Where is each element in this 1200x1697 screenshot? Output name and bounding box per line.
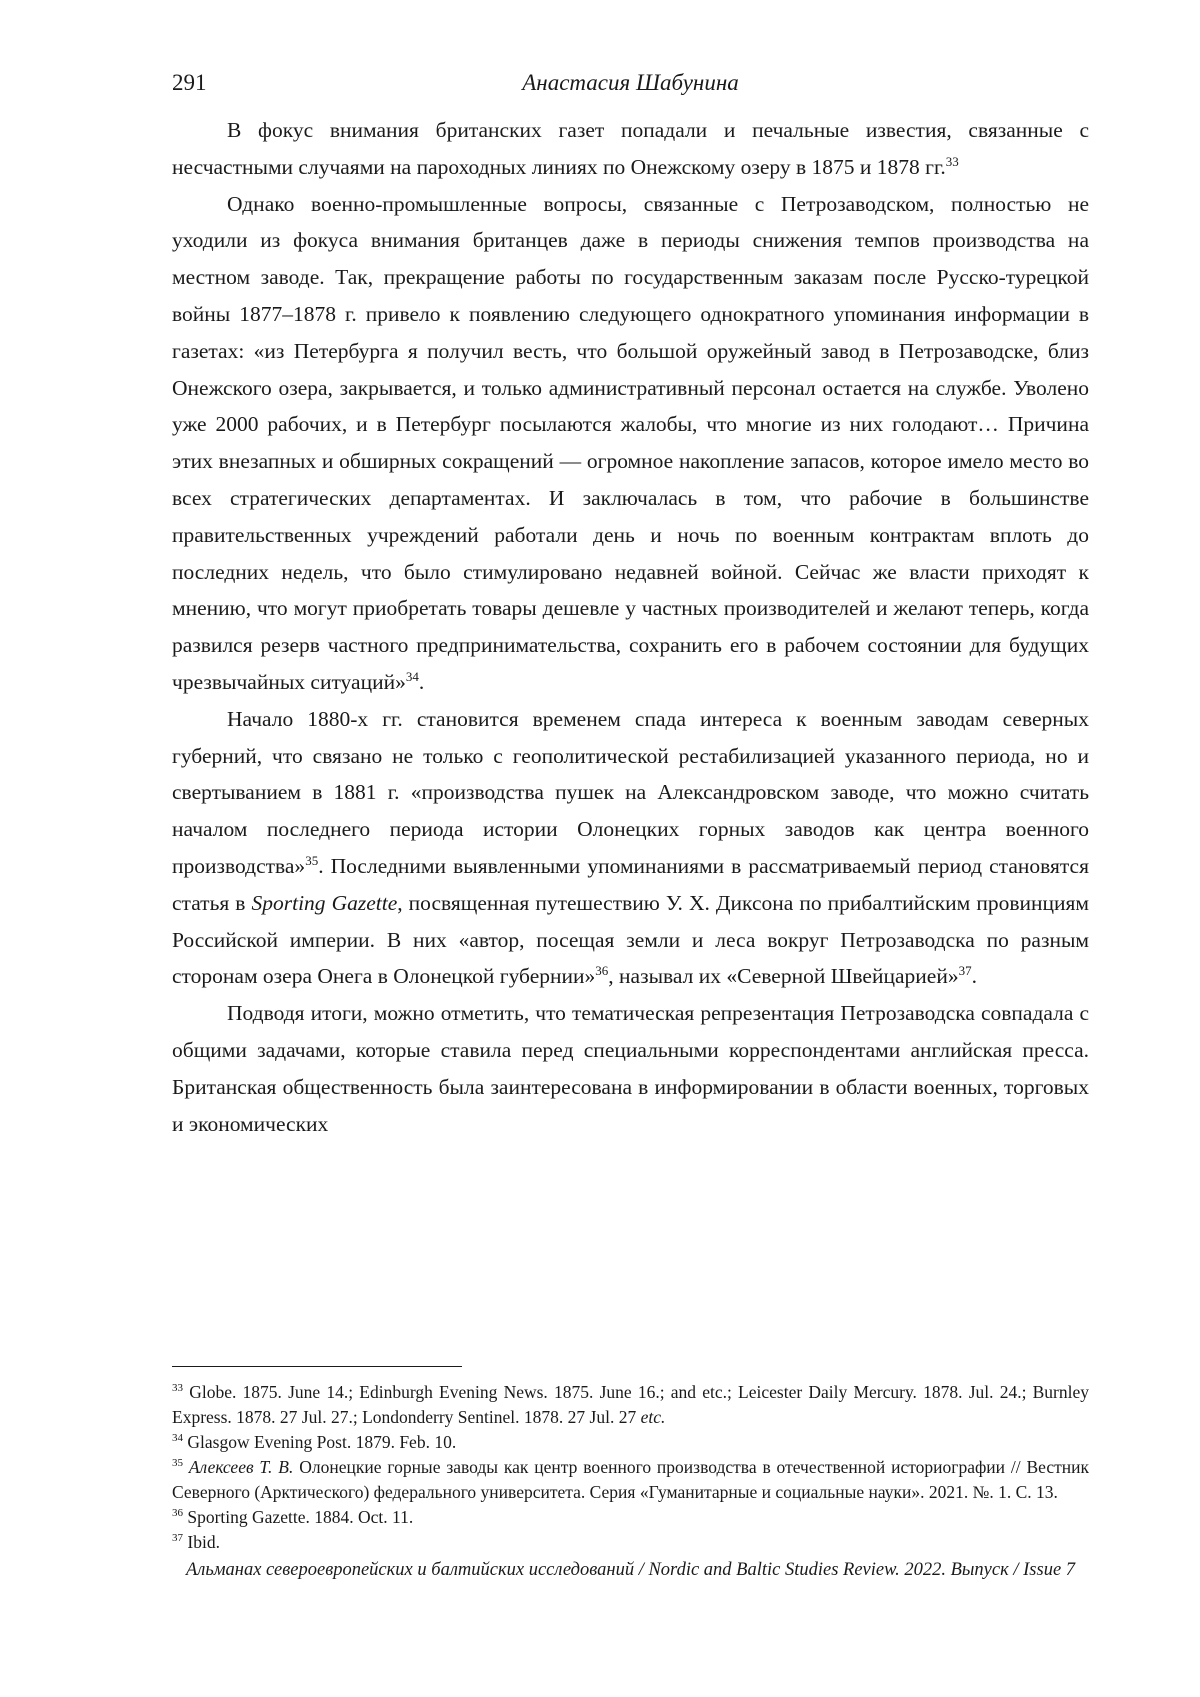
footnote bbox=[172, 1455, 1089, 1505]
paragraph-text: . bbox=[972, 964, 977, 988]
paragraph-text: В фокус внимания британских газет попадали и печальные известия, связанные с несчастными случаями на пароходных линиях по Онежскому озеру в 1875 и 1878 гг. bbox=[172, 118, 1089, 179]
footnote-number: 36 bbox=[172, 1507, 183, 1519]
footnote bbox=[172, 1530, 1089, 1555]
footnote bbox=[172, 1380, 1089, 1430]
footnote-ref[interactable]: 33 bbox=[946, 154, 959, 169]
footnote bbox=[172, 1505, 1089, 1530]
footnote-number: 37 bbox=[172, 1532, 183, 1544]
paragraph-text: . bbox=[419, 670, 424, 694]
footnote-ref[interactable]: 35 bbox=[305, 853, 318, 868]
paragraph-text: Однако военно-промышленные вопросы, связанные с Петрозаводском, полностью не уходили из фокуса внимания британцев даже в периоды снижения темпов производства на местном заводе. Так, прекращение работы по государственным заказам после Русско-турецкой войны 1877–1878 г. привело к появлению следующего однократного упоминания информации в газетах: «из Петербурга я получил весть, что большой оружейный завод в Петрозаводске, близ Онежского озера, закрывается, и только административный персонал остается на службе. Уволено уже 2000 рабочих, и в Петербург посылаются жалобы, что многие из них голодают… Причина этих внезапных и обширных сокращений — огромное накопление запасов, которое имело место во всех стратегических департаментах. И заключалась в том, что рабочие в большинстве правительственных учреждений работали день и ночь по военным контрактам вплоть до последних недель, что было стимулировано недавней войной. Сейчас же власти приходят к мнению, что могут приобретать товары дешевле у частных производителей и желают теперь, когда развился резерв частного предпринимательства, сохранить его в рабочем состоянии для будущих чрезвычайных ситуаций» bbox=[172, 192, 1089, 694]
main-text bbox=[172, 112, 1089, 1142]
paragraph bbox=[172, 701, 1089, 995]
italic-title: Sporting Gazette bbox=[251, 891, 397, 915]
footnote-number: 34 bbox=[172, 1432, 183, 1444]
footnote-text: Glasgow Evening Post. 1879. Feb. 10. bbox=[183, 1432, 456, 1452]
paragraph-text: . Последними выявленными упоминаниями в рассматриваемый период становятся статья в bbox=[172, 854, 1089, 915]
footnote-text: Ibid. bbox=[183, 1532, 220, 1552]
paragraph-text: , называл их «Северной Швейцарией» bbox=[608, 964, 958, 988]
running-head-author: Анастасия Шабунина bbox=[172, 70, 1089, 96]
paragraph-text: Начало 1880-х гг. становится временем спада интереса к военным заводам северных губерний, что связано не только с геополитической рестабилизацией указанного периода, но и свертыванием в 1881 г. «производства пушек на Александровском заводе, что можно считать началом последнего периода истории Олонецких горных заводов как центра военного производства» bbox=[172, 707, 1089, 878]
footnote-text: Globe. 1875. June 14.; Edinburgh Evening News. 1875. June 16.; and etc.; Leicester Daily Mercury. 1878. Jul. 24.; Burnley Express. 1878. 27 Jul. 27.; Londonderry Sentinel. 1878. 27 Jul. 27 bbox=[172, 1382, 1089, 1427]
footnotes bbox=[172, 1380, 1089, 1555]
footnote-ref[interactable]: 34 bbox=[406, 669, 419, 684]
footnote-italic: etc. bbox=[641, 1407, 666, 1427]
paragraph bbox=[172, 112, 1089, 186]
page-number: 291 bbox=[172, 70, 207, 96]
footnote-ref[interactable]: 36 bbox=[595, 963, 608, 978]
footnote-divider bbox=[172, 1366, 462, 1367]
footnote-text: Sporting Gazette. 1884. Oct. 11. bbox=[183, 1507, 413, 1527]
footnote bbox=[172, 1430, 1089, 1455]
paragraph bbox=[172, 186, 1089, 701]
footnote-text: Олонецкие горные заводы как центр военного производства в отечественной историографии // Вестник Северного (Арктического) федерального университета. Серия «Гуманитарные и социальные науки». 2021. №. 1. С. 13. bbox=[172, 1457, 1089, 1502]
paragraph-text: Подводя итоги, можно отметить, что тематическая репрезентация Петрозаводска совпадала с общими задачами, которые ставила перед специальными корреспондентами английская пресса. Британская общественность была заинтересована в информировании в области военных, торговых и экономических bbox=[172, 1001, 1089, 1135]
page-header bbox=[172, 70, 1089, 106]
footnote-number: 35 bbox=[172, 1457, 183, 1469]
running-foot-journal: Альманах североевропейских и балтийских исследований / Nordic and Baltic Studies Review. 2022. Выпуск / Issue 7 bbox=[172, 1560, 1089, 1581]
paragraph bbox=[172, 995, 1089, 1142]
paragraph-text: , посвященная путешествию У. Х. Диксона по прибалтийским провинциям Российской империи. В них «автор, посещая земли и леса вокруг Петрозаводска по разным сторонам озера Онега в Олонецкой губернии» bbox=[172, 891, 1089, 989]
footnote-author: Алексеев Т. В. bbox=[183, 1457, 293, 1477]
footnote-number: 33 bbox=[172, 1382, 183, 1394]
footnote-ref[interactable]: 37 bbox=[959, 963, 972, 978]
